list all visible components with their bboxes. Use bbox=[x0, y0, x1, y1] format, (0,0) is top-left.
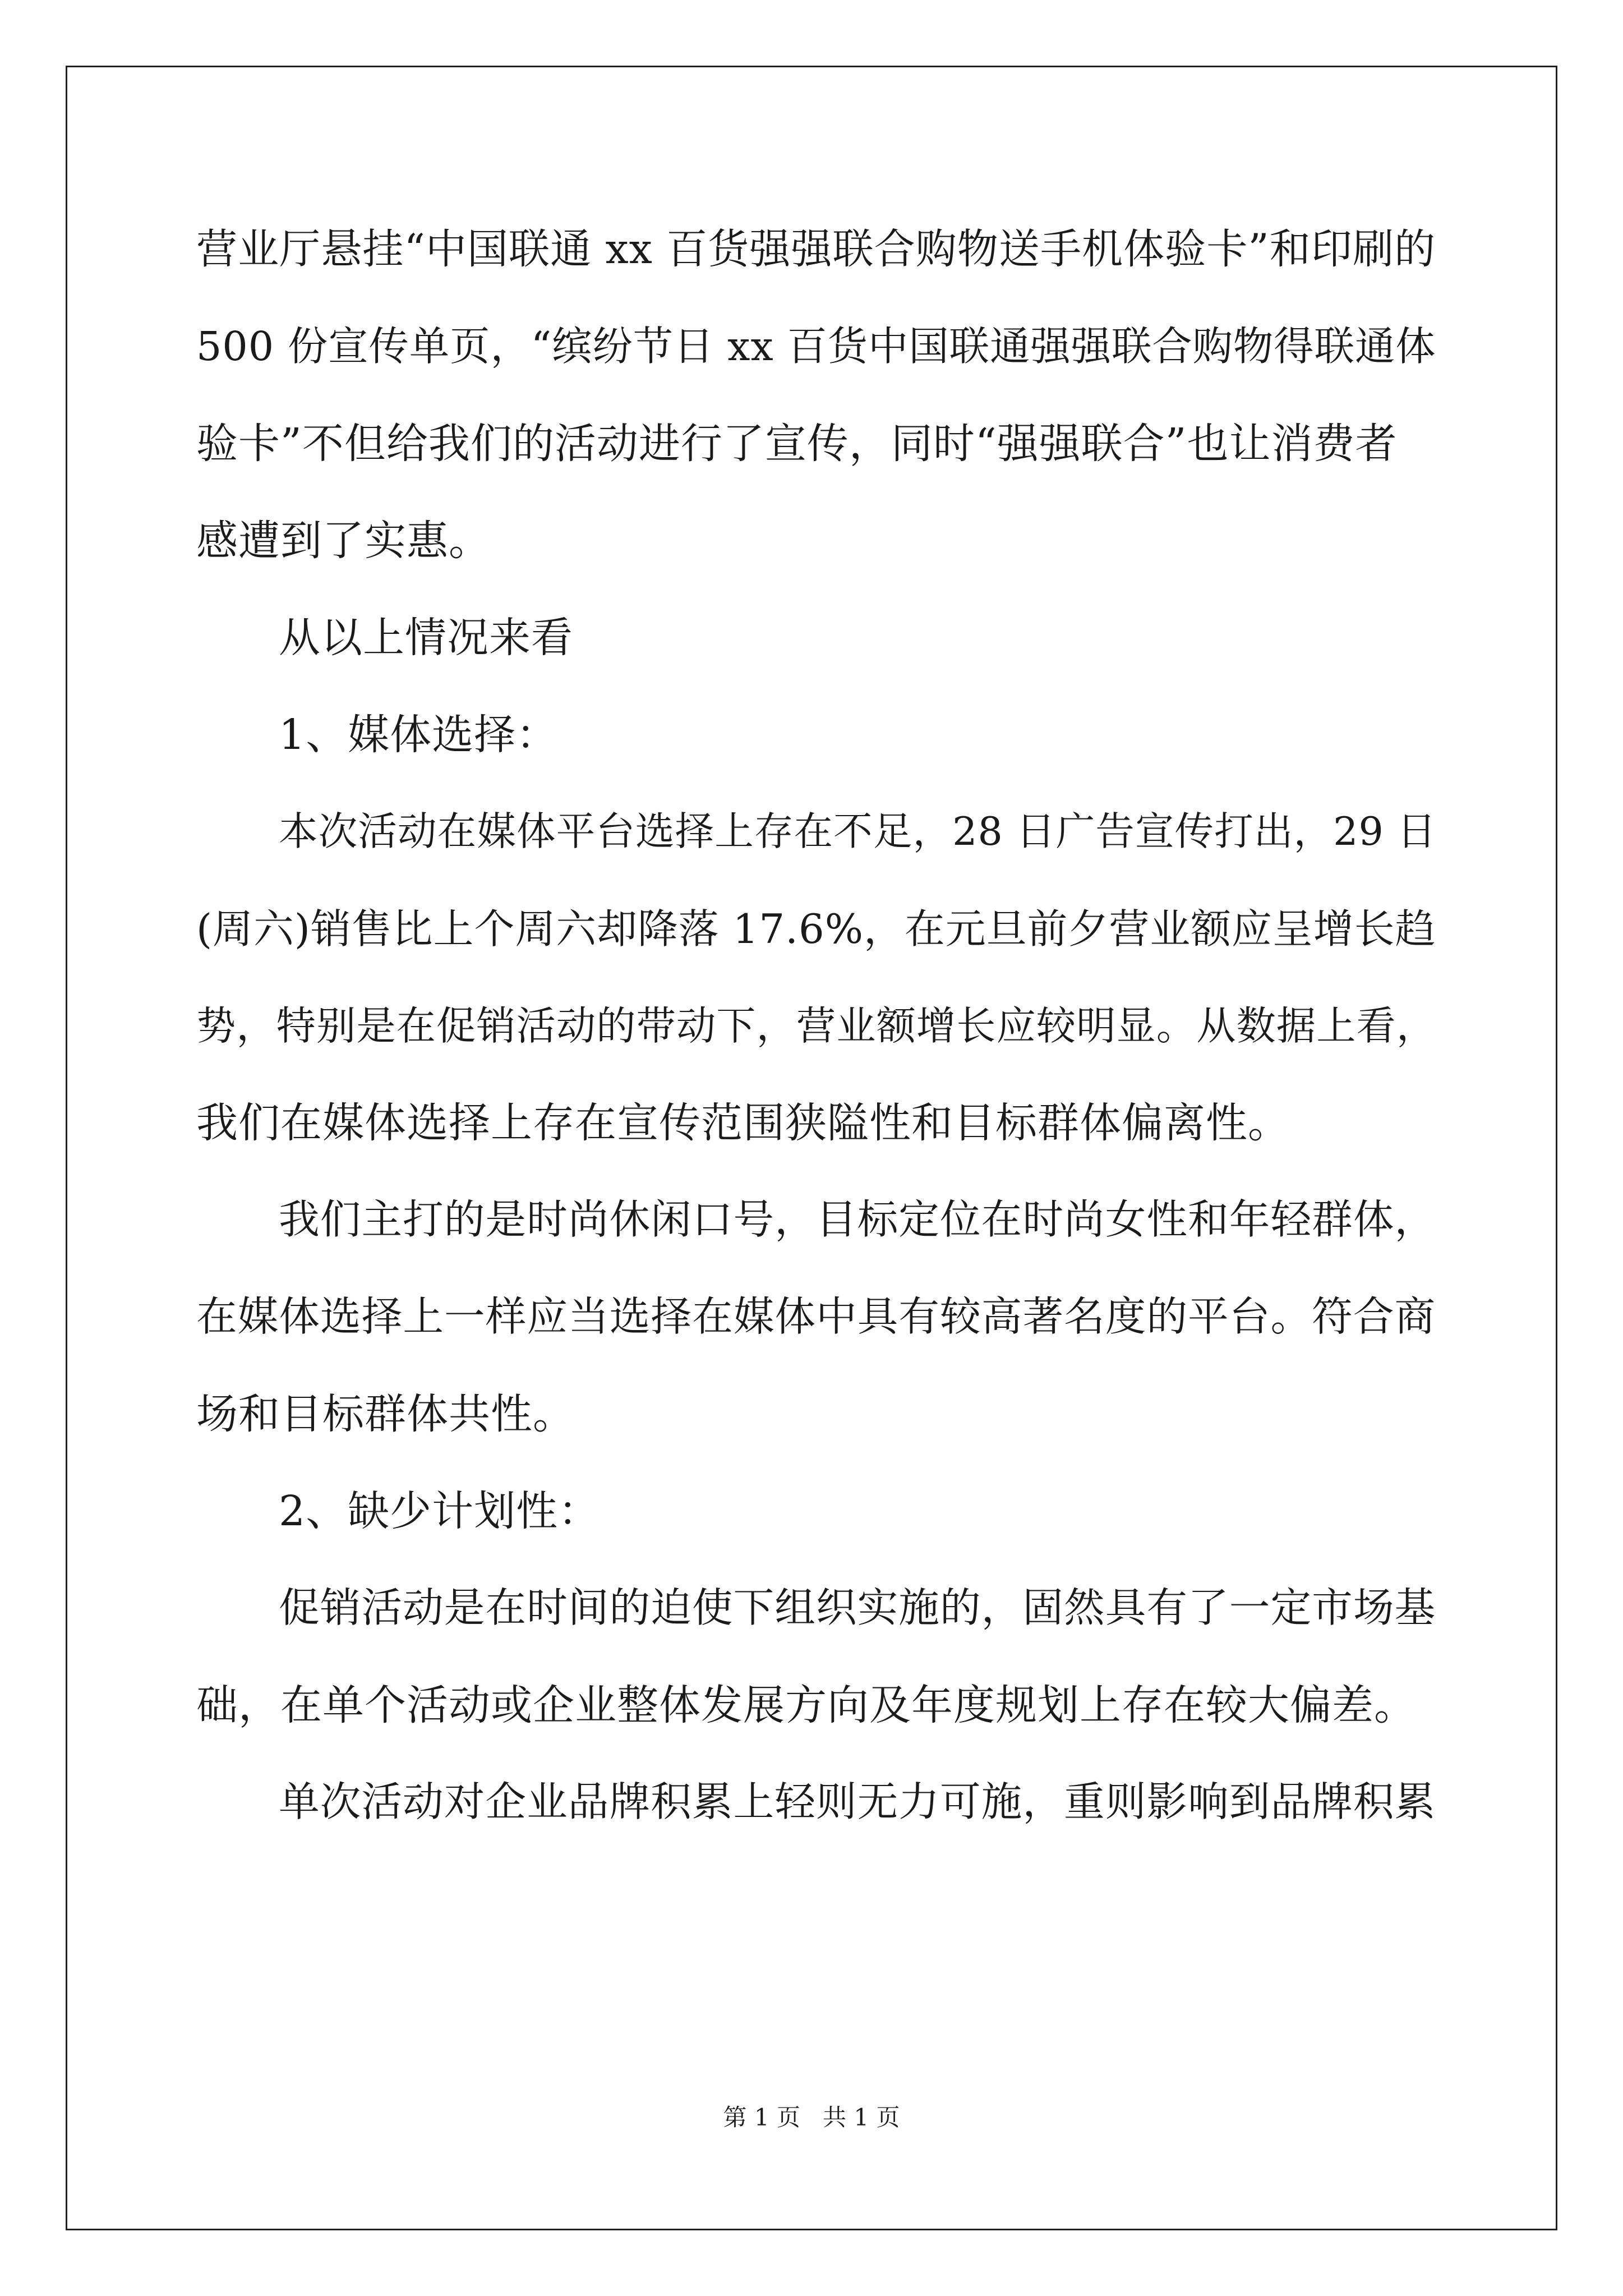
text-line: 促销活动是在时间的迫使下组织实施的，固然具有了一定市场基 bbox=[279, 1585, 1436, 1632]
page-number-footer: 第 1 页 共 1 页 bbox=[723, 2104, 900, 2131]
text-line: 场和目标群体共性。 bbox=[196, 1390, 575, 1438]
text-line: (周六)销售比上个周六却降落 17.6%，在元旦前夕营业额应呈增长趋 bbox=[196, 905, 1436, 953]
text-line: 从以上情况来看 bbox=[279, 614, 573, 662]
text-line: 我们主打的是时尚休闲口号，目标定位在时尚女性和年轻群体， bbox=[279, 1197, 1436, 1244]
text-line: 验卡”不但给我们的活动进行了宣传，同时“强强联合”也让消费者 bbox=[196, 420, 1398, 468]
text-line: 本次活动在媒体平台选择上存在不足，28 日广告宣传打出，29 日 bbox=[279, 809, 1437, 854]
text-line: 500 份宣传单页，“缤纷节日 xx 百货中国联通强强联合购物得联通体 bbox=[196, 323, 1436, 370]
section-heading: 1、媒体选择： bbox=[279, 711, 559, 759]
text-line: 营业厅悬挂“中国联通 xx 百货强强联合购物送手机体验卡”和印刷的 bbox=[196, 226, 1436, 273]
section-heading: 2、缺少计划性： bbox=[279, 1487, 601, 1535]
text-line: 单次活动对企业品牌积累上轻则无力可施，重则影响到品牌积累 bbox=[279, 1779, 1436, 1826]
text-line: 础，在单个活动或企业整体发展方向及年度规划上存在较大偏差。 bbox=[196, 1681, 1416, 1729]
text-line: 感遭到了实惠。 bbox=[196, 517, 491, 565]
text-line: 我们在媒体选择上存在宣传范围狭隘性和目标群体偏离性。 bbox=[196, 1099, 1290, 1147]
text-line: 在媒体选择上一样应当选择在媒体中具有较高著名度的平台。符合商 bbox=[196, 1294, 1436, 1341]
text-line: 势，特别是在促销活动的带动下，营业额增长应较明显。从数据上看， bbox=[196, 1003, 1437, 1049]
